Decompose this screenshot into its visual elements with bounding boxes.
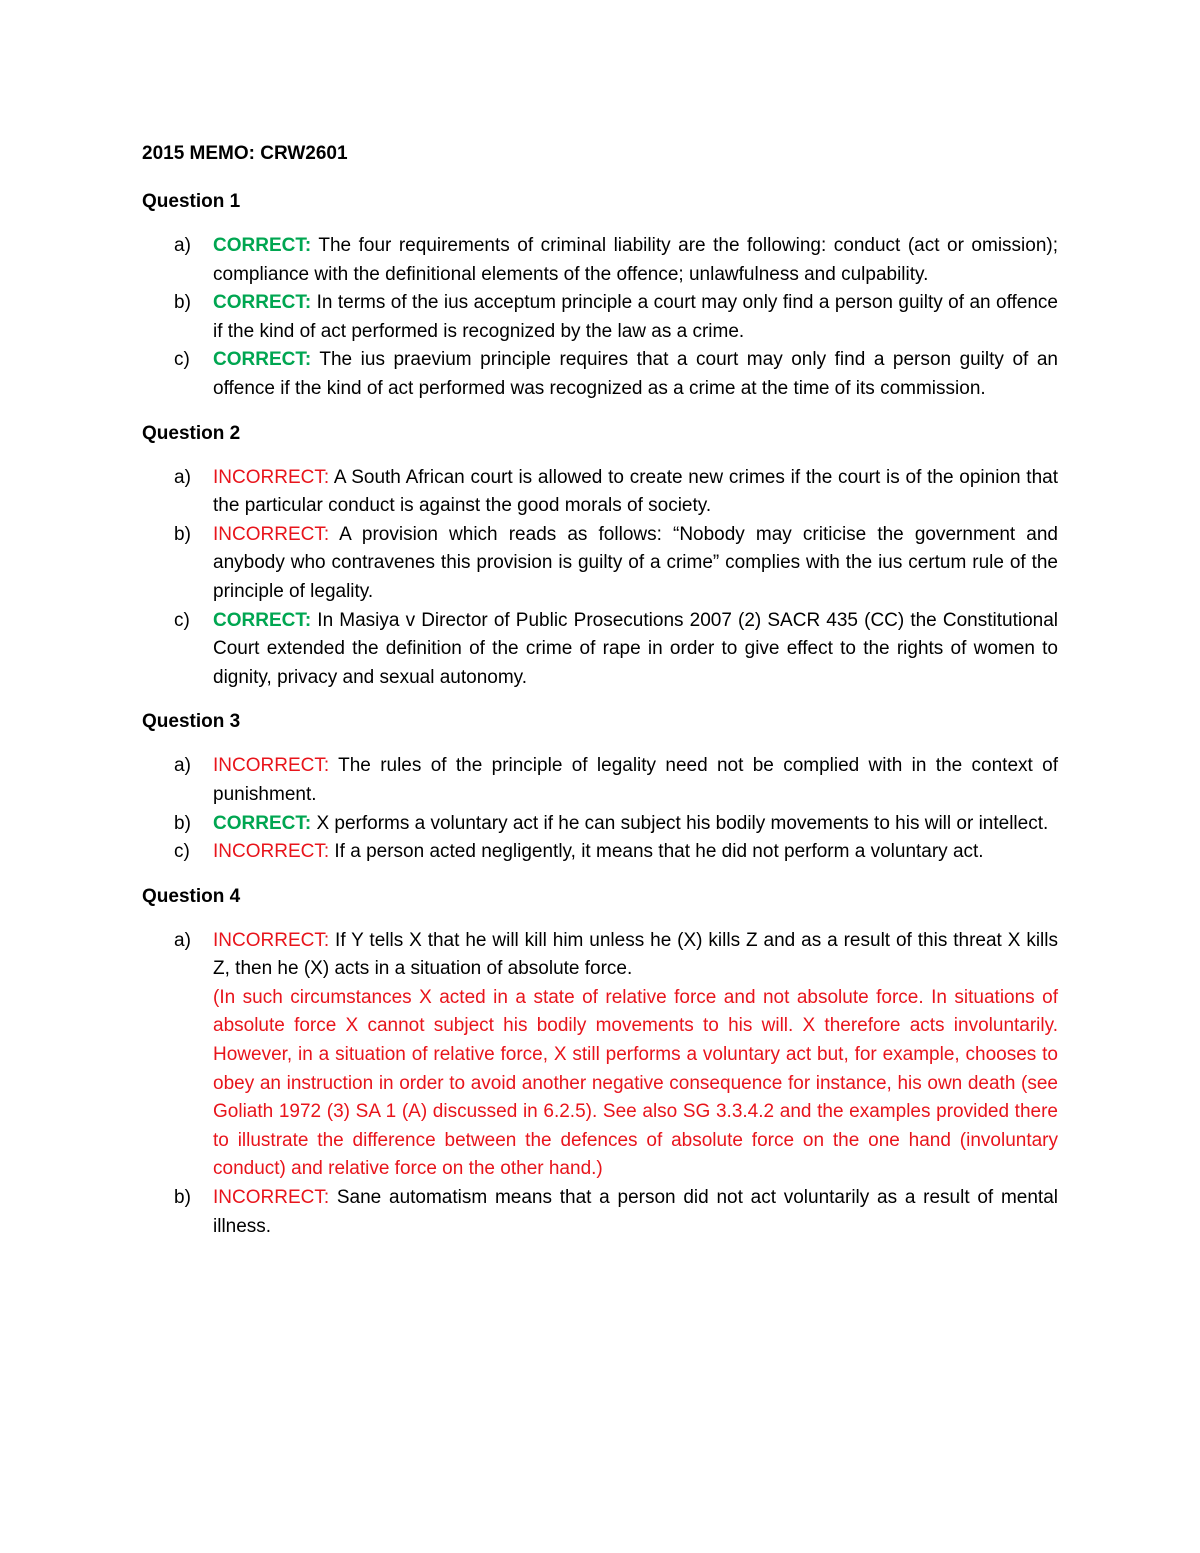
- answer-letter: c): [174, 349, 190, 371]
- answer-letter: b): [174, 292, 191, 314]
- answer-text: In terms of the ius acceptum principle a court may only find a person guilty of an offence if the kind of act performed is recognized by the law as a crime.: [213, 292, 1058, 342]
- question-heading: Question 4: [142, 885, 241, 907]
- explanation-note: (In such circumstances X acted in a state of relative force and not absolute force. In situations of absolute force X cannot subject his bodily movements to his will. X therefore acts involuntarily. However, in a situation of relative force, X still performs a voluntary act but, for example, chooses to obey an instruction in order to avoid another negative consequence for instance, his own death (see Goliath 1972 (3) SA 1 (A) discussed in 6.2.5). See also SG 3.3.4.2 and the examples provided there to illustrate the difference between the defences of absolute force on the one hand (involuntary conduct) and relative force on the other hand.): [213, 986, 1058, 1180]
- verdict-label: INCORRECT:: [213, 1187, 330, 1209]
- question-heading: Question 3: [142, 711, 241, 733]
- answer-item: [142, 521, 1058, 607]
- verdict-label: CORRECT:: [213, 812, 312, 834]
- verdict-label: INCORRECT:: [213, 841, 330, 863]
- verdict-label: INCORRECT:: [213, 466, 330, 488]
- answer-letter: a): [174, 235, 191, 256]
- question-1: [142, 188, 1058, 404]
- verdict-label: CORRECT:: [213, 609, 312, 631]
- answer-item: [142, 1184, 1058, 1241]
- verdict-label: CORRECT:: [213, 292, 312, 314]
- answer-text: If a person acted negligently, it means that he did not perform a voluntary act.: [329, 841, 984, 863]
- memo-page: [142, 140, 1058, 1257]
- answer-letter: b): [174, 523, 191, 545]
- answer-item: [142, 289, 1058, 346]
- answer-letter: a): [174, 466, 191, 488]
- answer-text: The four requirements of criminal liability are the following: conduct (act or omission); compliance with the definitional elements of the offence; unlawfulness and culpability.: [213, 235, 1058, 285]
- question-heading: Question 1: [142, 191, 241, 212]
- answer-letter: c): [174, 841, 190, 863]
- answer-list: [142, 464, 1058, 693]
- verdict-label: CORRECT:: [213, 235, 312, 256]
- answer-item: [142, 464, 1058, 521]
- answer-text: Sane automatism means that a person did not act voluntarily as a result of mental illness.: [213, 1187, 1058, 1237]
- answer-text: A South African court is allowed to create new crimes if the court is of the opinion that the particular conduct is against the good morals of society.: [213, 466, 1058, 517]
- answer-item: [142, 607, 1058, 693]
- answer-text: The rules of the principle of legality need not be complied with in the context of punishment.: [213, 755, 1058, 805]
- answer-item: [142, 232, 1058, 289]
- answer-letter: a): [174, 929, 191, 951]
- answer-item: [142, 752, 1058, 809]
- verdict-label: INCORRECT:: [213, 755, 330, 777]
- document-title: 2015 MEMO: CRW2601: [142, 143, 348, 164]
- answer-text: In Masiya v Director of Public Prosecutions 2007 (2) SACR 435 (CC) the Constitutional Court extended the definition of the crime of rape in order to give effect to the rights of women to dignity, privacy and sexual autonomy.: [213, 609, 1058, 688]
- verdict-label: CORRECT:: [213, 349, 312, 371]
- answer-letter: a): [174, 755, 191, 777]
- verdict-label: INCORRECT:: [213, 523, 330, 545]
- answer-text: The ius praevium principle requires that a court may only find a person guilty of an offence if the kind of act performed was recognized as a crime at the time of its commission.: [213, 349, 1058, 399]
- answer-item: [142, 346, 1058, 403]
- answer-text: If Y tells X that he will kill him unless he (X) kills Z and as a result of this threat X kills Z, then he (X) acts in a situation of absolute force.: [213, 929, 1058, 980]
- verdict-label: INCORRECT:: [213, 929, 330, 951]
- answer-list: [142, 232, 1058, 404]
- answer-text: X performs a voluntary act if he can subject his bodily movements to his will or intellect.: [311, 812, 1049, 834]
- answer-letter: c): [174, 609, 190, 631]
- question-2: [142, 420, 1058, 693]
- question-3: [142, 708, 1058, 866]
- answer-item: [142, 810, 1058, 839]
- question-heading: Question 2: [142, 422, 241, 444]
- answer-list: [142, 927, 1058, 1242]
- answer-item: [142, 838, 1058, 867]
- answer-list: [142, 752, 1058, 866]
- answer-letter: b): [174, 812, 191, 834]
- answer-letter: b): [174, 1187, 191, 1209]
- answer-text: A provision which reads as follows: “Nobody may criticise the government and anybody who contravenes this provision is guilty of a crime” complies with the ius certum rule of the principle of legality.: [213, 523, 1058, 602]
- question-4: [142, 883, 1058, 1242]
- answer-item: [142, 927, 1058, 1184]
